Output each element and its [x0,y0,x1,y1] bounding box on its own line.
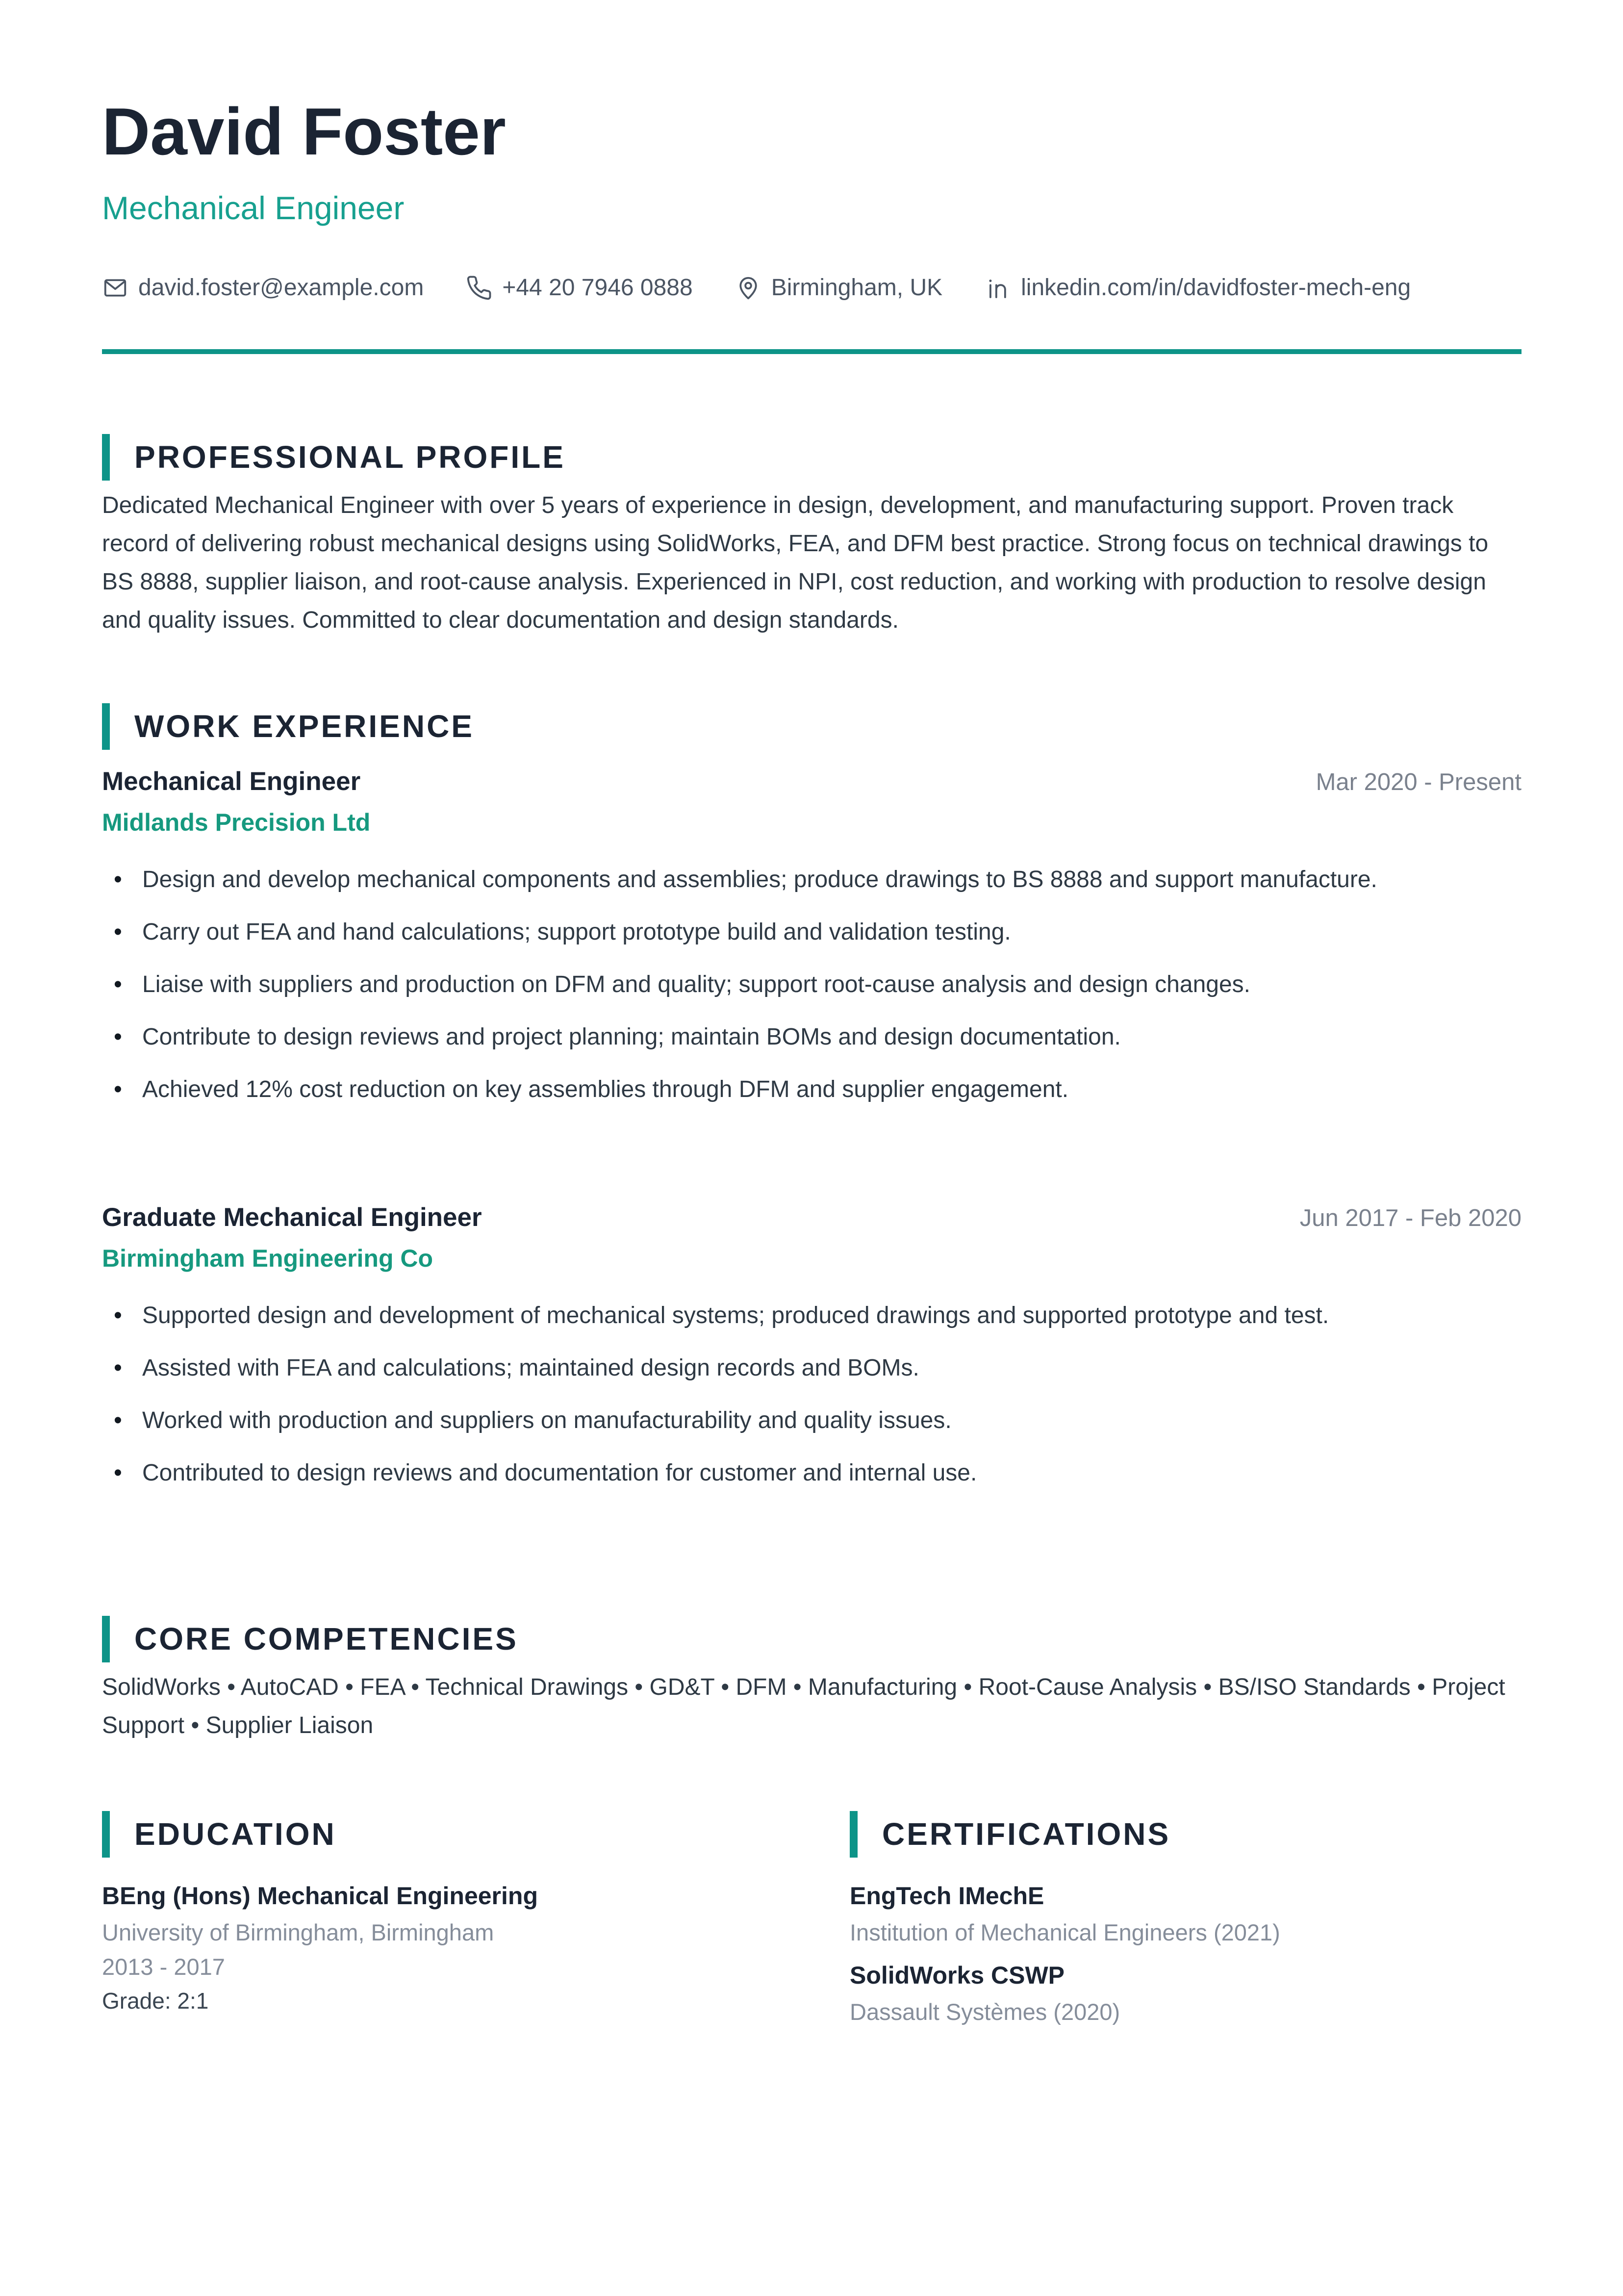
section-certifications [850,1811,1522,2025]
professional-profile-title: PROFESSIONAL PROFILE [134,439,565,475]
bottom-columns [102,1811,1522,2025]
work-experience-title: WORK EXPERIENCE [134,709,474,744]
education-heading [102,1811,811,1858]
contact-location [735,273,942,303]
section-accent-bar [850,1811,858,1858]
degree-grade: Grade: 2:1 [102,1988,209,2014]
job-dates: Mar 2020 - Present [1316,769,1522,795]
job-bullet: • Supported design and development of mechanical systems; produced drawings and supported prototype and test. [102,1301,1522,1331]
certifications-heading [850,1811,1522,1858]
degree-dates: 2013 - 2017 [102,1954,225,1980]
certifications-title: CERTIFICATIONS [882,1816,1171,1852]
job-bullet: • Contributed to design reviews and documentation for customer and internal use. [102,1458,1522,1488]
contact-phone-text: +44 20 7946 0888 [502,275,693,301]
certification-issuer: Dassault Systèmes (2020) [850,1999,1120,2025]
header-divider [102,349,1522,354]
professional-profile-text: Dedicated Mechanical Engineer with over 5 years of experience in design, development, and manufacturing support. Proven track record of delivering robust mechanical designs using SolidWorks, FEA, and DFM best practice. Strong focus on technical drawings to BS 8888, supplier liaison, and root-cause analysis. Experienced in NPI, cost reduction, and working with production to resolve design and quality issues. Committed to clear documentation and design standards. [102,492,1489,633]
job-entry [102,767,1522,1105]
job-company: Birmingham Engineering Co [102,1245,433,1272]
job-title: Graduate Mechanical Engineer [102,1203,482,1232]
core-competencies-title: CORE COMPETENCIES [134,1621,518,1657]
person-name: David Foster [102,94,506,169]
contact-email-text: david.foster@example.com [138,275,424,301]
certification-issuer: Institution of Mechanical Engineers (2021) [850,1919,1280,1945]
job-bullet: • Achieved 12% cost reduction on key assemblies through DFM and supplier engagement. [102,1074,1522,1105]
email-icon [102,275,128,301]
core-competencies-text: SolidWorks • AutoCAD • FEA • Technical Drawings • GD&T • DFM • Manufacturing • Root-Cause Analysis • BS/ISO Standards • Project Support • Supplier Liaison [102,1674,1505,1738]
job-dates: Jun 2017 - Feb 2020 [1299,1205,1522,1231]
contact-linkedin [985,273,1411,303]
contact-linkedin-text: linkedin.com/in/davidfoster-mech-eng [1021,275,1411,301]
job-title: Mechanical Engineer [102,767,361,796]
section-professional-profile [102,434,1522,639]
certification-entry [850,1962,1522,2025]
work-experience-heading [102,703,1522,750]
certification-name: EngTech IMechE [850,1882,1044,1910]
job-bullet: • Carry out FEA and hand calculations; support prototype build and validation testing. [102,917,1522,947]
job-bullet: • Worked with production and suppliers on manufacturability and quality issues. [102,1405,1522,1436]
section-accent-bar [102,1616,110,1662]
person-job-title: Mechanical Engineer [102,190,405,226]
section-work-experience [102,703,1522,1488]
degree-title: BEng (Hons) Mechanical Engineering [102,1882,538,1910]
job-entry [102,1203,1522,1488]
job-bullet: • Liaise with suppliers and production on DFM and quality; support root-cause analysis and design changes. [102,969,1522,1000]
degree-school: University of Birmingham, Birmingham [102,1919,494,1945]
location-icon [735,275,761,301]
contact-location-text: Birmingham, UK [771,275,943,301]
contact-phone [466,273,692,303]
job-header [102,1203,1522,1233]
section-accent-bar [102,434,110,481]
job-header [102,767,1522,797]
job-bullet-list [102,865,1522,1105]
job-bullet: • Design and develop mechanical components and assemblies; produce drawings to BS 8888 and support manufacture. [102,865,1522,895]
linkedin-icon [985,275,1011,301]
certification-name: SolidWorks CSWP [850,1962,1065,1989]
section-accent-bar [102,1811,110,1858]
resume-header [102,94,1522,354]
education-entry [102,1882,811,2014]
job-bullet: • Contribute to design reviews and project planning; maintain BOMs and design documentation. [102,1022,1522,1052]
education-title: EDUCATION [134,1816,336,1852]
job-bullet: • Assisted with FEA and calculations; maintained design records and BOMs. [102,1353,1522,1383]
phone-icon [466,275,492,301]
section-accent-bar [102,703,110,750]
professional-profile-heading [102,434,1522,481]
job-bullet-list [102,1301,1522,1488]
contact-email [102,273,424,303]
contact-row [102,273,1522,303]
certification-entry [850,1882,1522,1946]
job-company: Midlands Precision Ltd [102,809,371,836]
core-competencies-heading [102,1616,1522,1662]
section-education [102,1811,811,2025]
section-core-competencies [102,1616,1522,1745]
